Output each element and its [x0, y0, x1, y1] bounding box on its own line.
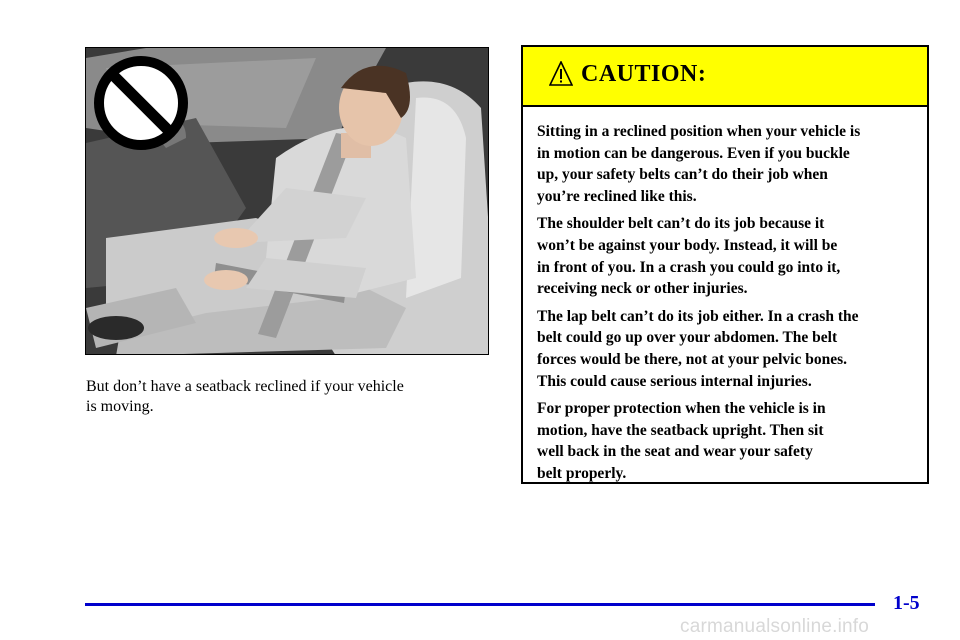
- illustration-caption: [86, 377, 486, 417]
- caution-body: [523, 107, 927, 485]
- warning-triangle-icon: [549, 61, 573, 92]
- caution-box: [521, 45, 929, 484]
- caution-paragraph: Sitting in a reclined position when your vehicle is in motion can be dangerous. Even if you buckle up, your safety belts can’t do their job when you’re reclined like this.: [537, 123, 861, 205]
- prohibition-icon: [99, 61, 183, 145]
- page-number: 1-5: [893, 592, 920, 614]
- caution-paragraph: The shoulder belt can’t do its job because it won’t be against your body. Instead, it will be in front of you. In a crash you could go into it, receiving neck or other injuries.: [537, 215, 841, 298]
- caution-paragraph: The lap belt can’t do its job either. In a crash the belt could go up over your abdomen. The belt forces would be there, not at your pelvic bones. This could cause serious internal injuries.: [537, 307, 859, 390]
- footer-rule: [85, 603, 875, 606]
- caution-header: [523, 47, 927, 107]
- caution-title: CAUTION:: [581, 61, 707, 87]
- illustration-svg: [86, 48, 489, 355]
- watermark: carmanualsonline.info: [680, 616, 870, 637]
- caution-paragraph: For proper protection when the vehicle is in motion, have the seatback upright. Then sit well back in the seat and wear your safety belt properly.: [537, 400, 826, 482]
- caption-line: is moving.: [86, 398, 154, 415]
- reclined-seat-illustration: [85, 47, 489, 355]
- caption-line: But don’t have a seatback reclined if your vehicle: [86, 378, 404, 395]
